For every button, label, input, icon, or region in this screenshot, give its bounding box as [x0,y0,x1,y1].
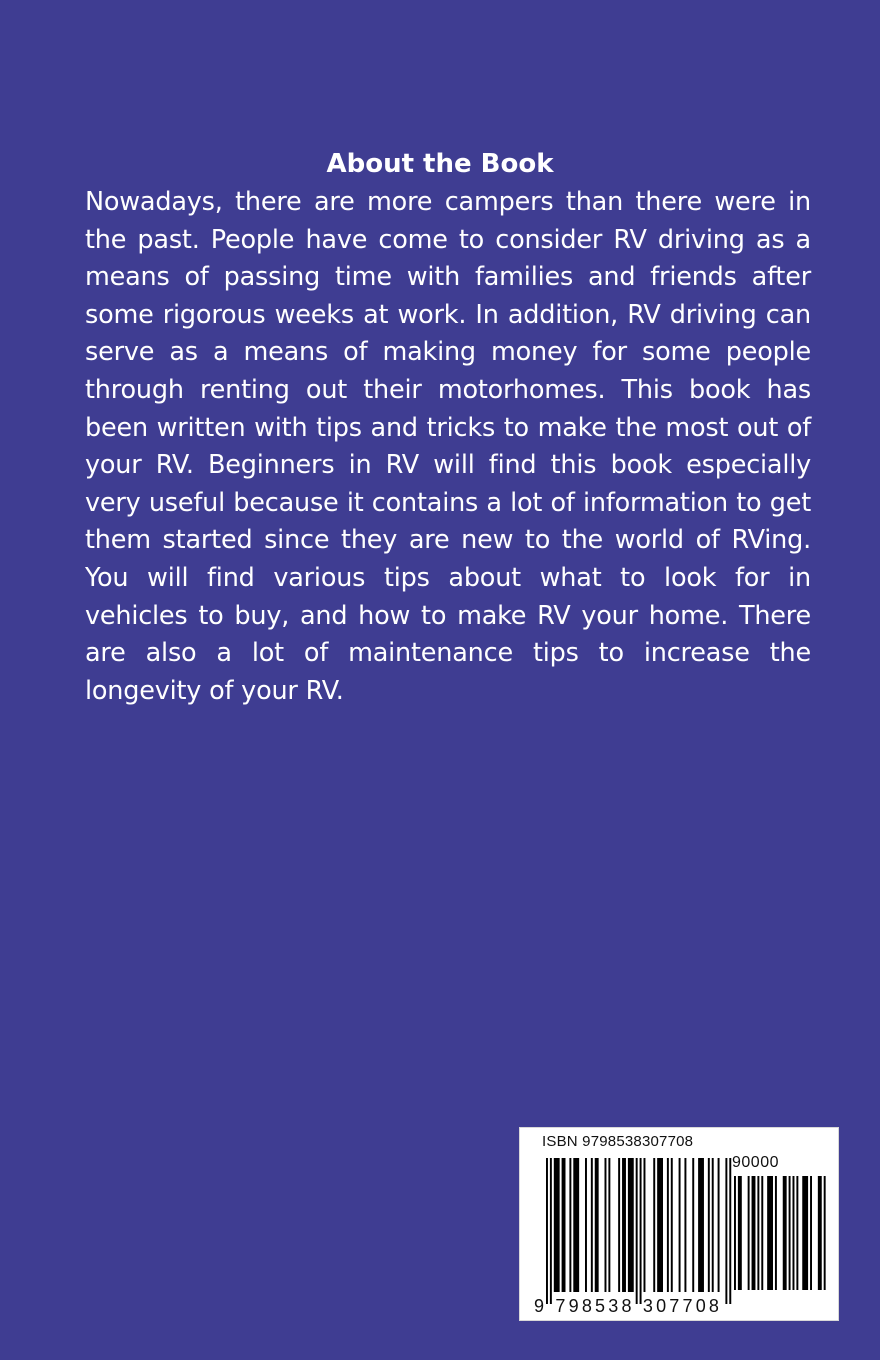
barcode-bar [608,1158,610,1292]
addon-bar [761,1176,763,1290]
barcode-bar [671,1158,673,1292]
barcode-bar [585,1158,587,1292]
addon-bar [734,1176,736,1290]
isbn-barcode-box [519,1127,839,1321]
book-description: Nowadays, there are more campers than there were in the past. People have come to consider RV driving as a means of passing time with families and friends after some rigorous weeks at work. In addition, RV driving can serve as a means of making money for some people through renting out their motorhomes. This book has been written with tips and tricks to make the most out of your RV. Beginners in RV will find this book especially very useful because it contains a lot of information to get them started since they are new to the world of RVing. You will find various tips about what to look for in vehicles to buy, and how to make RV your home. There are also a lot of maintenance tips to increase the longevity of your RV. [85,187,811,706]
addon-bar [738,1176,742,1290]
isbn-label: ISBN 9798538307708 [542,1133,694,1150]
barcode-bar [718,1158,720,1292]
barcode-bar [692,1158,694,1292]
barcode-bar [653,1158,655,1292]
barcode-bar [573,1158,579,1292]
barcode-bar [725,1158,727,1304]
barcode-bar [712,1158,714,1292]
addon-bar [767,1176,773,1290]
barcode-bar [679,1158,681,1292]
addon-bar [789,1176,791,1290]
barcode-bar [622,1158,626,1292]
addon-bar [775,1176,777,1290]
barcode-bar [698,1158,704,1292]
addon-bar [757,1176,759,1290]
about-heading: About the Book [326,149,554,179]
barcode-bar [657,1158,663,1292]
barcode-bar [640,1158,642,1304]
barcode-bar [684,1158,686,1292]
barcode-bar [605,1158,607,1292]
barcode-bar [550,1158,552,1304]
price-code: 90000 [732,1154,779,1171]
barcode-bar [554,1158,560,1292]
barcode-bar [636,1158,638,1304]
barcode-bar [591,1158,593,1292]
barcode-bar [618,1158,620,1292]
barcode-bar [595,1158,599,1292]
barcode-bar [644,1158,646,1292]
barcode-bar [729,1158,731,1304]
barcode-bar [708,1158,710,1292]
addon-bar [824,1176,826,1290]
barcode-bar [562,1158,566,1292]
addon-bar [810,1176,812,1290]
barcode-bar [546,1158,548,1304]
addon-bar [802,1176,808,1290]
barcode-digits: 9 798538 307708 [534,1296,723,1316]
barcode-bar [628,1158,634,1292]
addon-bar [783,1176,787,1290]
barcode-bar [667,1158,669,1292]
barcode-icon [520,1128,840,1322]
barcode-bar [569,1158,571,1292]
addon-bar [793,1176,795,1290]
addon-bar [818,1176,822,1290]
addon-bar [748,1176,750,1290]
addon-bar [752,1176,756,1290]
addon-bar [796,1176,798,1290]
